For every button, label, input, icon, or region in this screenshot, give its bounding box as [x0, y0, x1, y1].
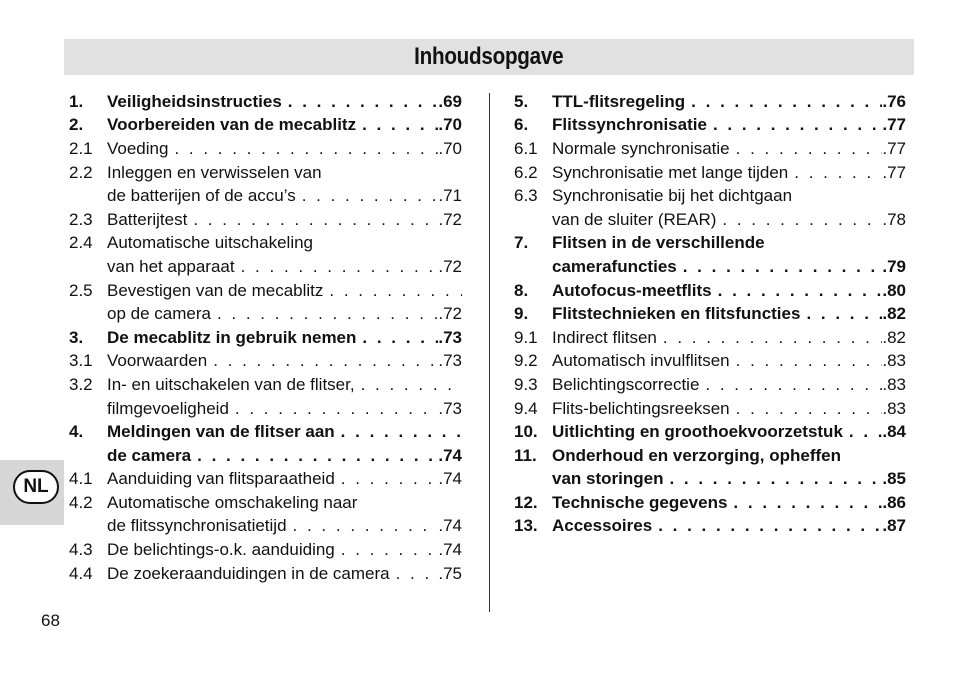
- toc-entry-title: Belichtingscorrectie: [552, 374, 700, 394]
- toc-entry-number: 9.2: [514, 351, 538, 371]
- toc-entry: [514, 279, 906, 303]
- toc-entry-page: .72: [438, 209, 462, 229]
- toc-entry: [69, 302, 462, 326]
- toc-entry-title: De mecablitz in gebruik nemen: [107, 327, 357, 347]
- toc-entry-number: 13.: [514, 516, 538, 536]
- toc-entry-page: .74: [438, 516, 462, 536]
- toc-leader-dots: [187, 210, 438, 230]
- toc-leader-dots: [168, 139, 438, 159]
- toc-entry-page: .73: [438, 351, 462, 371]
- toc-entry: [69, 562, 462, 586]
- toc-entry-page: .80: [882, 280, 906, 300]
- toc-entry-title: Synchronisatie met lange tijden: [552, 162, 789, 182]
- toc-entry-title: Voorwaarden: [107, 351, 208, 371]
- toc-leader-dots: [657, 328, 882, 348]
- toc-entry-title: Aanduiding van flitsparaatheid: [107, 469, 335, 489]
- toc-leader-dots: [323, 281, 462, 301]
- toc-entry-title: De belichtings-o.k. aanduiding: [107, 540, 335, 560]
- toc-entry-title: Synchronisatie bij het dichtgaan: [552, 186, 793, 206]
- toc-leader-dots: [229, 399, 438, 419]
- toc-entry-number: 3.2: [69, 374, 93, 394]
- toc-entry: [69, 255, 462, 279]
- toc-entry-number: 2.1: [69, 138, 93, 158]
- toc-leader-dots: [355, 375, 462, 395]
- toc-leader-dots: [730, 139, 883, 159]
- toc-entry-page: .78: [882, 209, 906, 229]
- toc-entry: [69, 137, 462, 161]
- toc-leader-dots: [730, 351, 883, 371]
- toc-leader-dots: [282, 92, 439, 112]
- toc-entry-page: .74: [438, 540, 462, 560]
- toc-entry-title: Uitlichting en groothoekvoorzetstuk: [552, 422, 843, 442]
- toc-entry: [514, 161, 906, 185]
- toc-entry-title: Accessoires: [552, 516, 653, 536]
- page-title: Inhoudsopgave: [414, 43, 564, 70]
- toc-entry-title: van storingen: [552, 469, 664, 489]
- toc-entry-number: 11.: [514, 445, 537, 465]
- toc-entry-title: De zoekeraanduidingen in de camera: [107, 563, 390, 583]
- toc-entry-number: 12.: [514, 492, 538, 512]
- toc-entry-number: 5.: [514, 91, 529, 111]
- toc-entry: [69, 208, 462, 232]
- toc-entry: [69, 491, 462, 515]
- toc-leader-dots: [677, 257, 883, 277]
- toc-entry-title: Normale synchronisatie: [552, 138, 730, 158]
- toc-entry-number: 6.: [514, 115, 529, 135]
- toc-entry: [69, 468, 462, 492]
- toc-entry-number: 9.4: [514, 398, 538, 418]
- toc-entry-title: In- en uitschakelen van de flitser,: [107, 374, 355, 394]
- toc-right-column: [514, 90, 906, 538]
- toc-entry-page: .72: [438, 304, 462, 324]
- toc-leader-dots: [727, 493, 882, 513]
- toc-entry: [69, 232, 462, 256]
- toc-entry: [514, 444, 906, 468]
- toc-leader-dots: [707, 115, 882, 135]
- toc-entry-page: .79: [882, 256, 906, 276]
- toc-leader-dots: [335, 540, 439, 560]
- toc-entry-number: 9.1: [514, 327, 538, 347]
- toc-leader-dots: [730, 399, 883, 419]
- toc-entry-page: .77: [882, 115, 906, 135]
- toc-entry-title: Flitstechnieken en flitsfuncties: [552, 304, 801, 324]
- toc-entry-page: .70: [438, 138, 462, 158]
- toc-left-column: [69, 90, 462, 585]
- toc-entry: [69, 350, 462, 374]
- toc-entry-title: Veiligheidsinstructies: [107, 91, 282, 111]
- toc-entry-title: Autofocus-meetflits: [552, 280, 712, 300]
- toc-entry-title: Automatische omschakeling naar: [107, 492, 358, 512]
- toc-entry-title: camerafuncties: [552, 256, 677, 276]
- toc-entry-page: .71: [438, 186, 462, 206]
- toc-leader-dots: [211, 304, 438, 324]
- toc-leader-dots: [685, 92, 882, 112]
- toc-entry-page: .82: [882, 304, 906, 324]
- toc-entry: [69, 420, 462, 444]
- column-divider: [489, 93, 490, 612]
- toc-entry-page: .69: [438, 91, 462, 111]
- toc-entry-number: 7.: [514, 233, 529, 253]
- toc-entry-page: .75: [438, 563, 462, 583]
- toc-entry: [69, 326, 462, 350]
- toc-entry-title: Batterijtest: [107, 209, 188, 229]
- toc-entry-page: .83: [882, 374, 906, 394]
- toc-entry-number: 9.3: [514, 374, 538, 394]
- toc-leader-dots: [652, 516, 882, 536]
- language-badge: NL: [13, 470, 59, 504]
- toc-entry-page: .76: [882, 91, 906, 111]
- toc-entry-number: 3.1: [69, 351, 93, 371]
- toc-entry-number: 6.1: [514, 138, 538, 158]
- toc-leader-dots: [191, 446, 438, 466]
- toc-entry-title: Inleggen en verwisselen van: [107, 162, 322, 182]
- toc-leader-dots: [800, 304, 882, 324]
- toc-entry-title: TTL-flitsregeling: [552, 91, 686, 111]
- toc-entry-number: 2.4: [69, 233, 93, 253]
- toc-leader-dots: [788, 163, 882, 183]
- toc-leader-dots: [335, 422, 462, 442]
- toc-entry: [514, 302, 906, 326]
- toc-entry-number: 10.: [514, 422, 538, 442]
- toc-entry-number: 6.3: [514, 186, 538, 206]
- toc-leader-dots: [356, 115, 438, 135]
- toc-entry: [69, 444, 462, 468]
- toc-entry: [69, 279, 462, 303]
- toc-entry-title: Automatisch invulflitsen: [552, 351, 730, 371]
- toc-entry-number: 4.2: [69, 492, 93, 512]
- toc-leader-dots: [843, 422, 882, 442]
- toc-leader-dots: [356, 328, 438, 348]
- toc-entry-number: 1.: [69, 91, 84, 111]
- toc-leader-dots: [390, 564, 439, 584]
- toc-entry-title: Flitsen in de verschillende: [552, 233, 765, 253]
- toc-entry: [69, 161, 462, 185]
- page-number: 68: [41, 611, 60, 630]
- toc-entry-number: 8.: [514, 280, 529, 300]
- toc-entry-number: 4.3: [69, 540, 93, 560]
- toc-entry-page: .70: [438, 115, 462, 135]
- toc-leader-dots: [287, 516, 439, 536]
- toc-entry-page: .85: [882, 469, 906, 489]
- toc-entry-number: 2.5: [69, 280, 93, 300]
- toc-leader-dots: [235, 257, 439, 277]
- toc-entry: [514, 232, 906, 256]
- toc-entry-title: Automatische uitschakeling: [107, 233, 314, 253]
- toc-entry-number: 2.: [69, 115, 84, 135]
- toc-entry: [514, 491, 906, 515]
- toc-leader-dots: [207, 351, 438, 371]
- toc-entry-title: Voorbereiden van de mecablitz: [107, 115, 357, 135]
- toc-entry-title: van het apparaat: [107, 256, 235, 276]
- toc-entry: [514, 350, 906, 374]
- toc-entry-number: 6.2: [514, 162, 538, 182]
- toc-entry: [514, 515, 906, 539]
- toc-entry: [514, 208, 906, 232]
- toc-entry: [69, 114, 462, 138]
- toc-entry: [69, 90, 462, 114]
- toc-entry-title: Onderhoud en verzorging, opheffen: [552, 445, 841, 465]
- toc-entry-page: .82: [882, 327, 906, 347]
- toc-entry-page: .77: [882, 162, 906, 182]
- toc-entry-title: Meldingen van de flitser aan: [107, 422, 335, 442]
- toc-entry-title: Flits-belichtingsreeksen: [552, 398, 730, 418]
- toc-leader-dots: [296, 186, 439, 206]
- toc-entry-title: Technische gegevens: [552, 492, 728, 512]
- toc-entry-number: 4.1: [69, 469, 93, 489]
- toc-entry-title: Flitssynchronisatie: [552, 115, 707, 135]
- toc-entry-number: 4.4: [69, 563, 93, 583]
- toc-entry: [69, 184, 462, 208]
- toc-leader-dots: [716, 210, 882, 230]
- toc-entry-page: .73: [438, 398, 462, 418]
- toc-entry: [514, 420, 906, 444]
- toc-entry-number: 4.: [69, 422, 84, 442]
- toc-entry-title: filmgevoeligheid: [107, 398, 229, 418]
- toc-entry: [514, 373, 906, 397]
- toc-entry: [69, 397, 462, 421]
- toc-entry: [514, 137, 906, 161]
- toc-entry-page: .83: [882, 351, 906, 371]
- toc-entry-title: de flitssynchronisatietijd: [107, 516, 287, 536]
- title-bar: [64, 39, 914, 75]
- toc-entry-title: Indirect flitsen: [552, 327, 657, 347]
- toc-entry-title: op de camera: [107, 304, 211, 324]
- toc-entry: [514, 468, 906, 492]
- toc-entry: [514, 326, 906, 350]
- toc-entry-number: 2.2: [69, 162, 93, 182]
- toc-entry-title: van de sluiter (REAR): [552, 209, 717, 229]
- toc-entry: [514, 397, 906, 421]
- toc-leader-dots: [663, 469, 882, 489]
- toc-entry-title: de batterijen of de accu’s: [107, 186, 296, 206]
- toc-entry: [69, 515, 462, 539]
- toc-entry-number: 2.3: [69, 209, 93, 229]
- toc-entry-page: .77: [882, 138, 906, 158]
- toc-entry-title: Bevestigen van de mecablitz: [107, 280, 324, 300]
- toc-entry-page: .84: [882, 422, 906, 442]
- toc-entry-title: Voeding: [107, 138, 169, 158]
- toc-leader-dots: [699, 375, 882, 395]
- toc-entry-page: .74: [438, 469, 462, 489]
- toc-entry: [69, 373, 462, 397]
- toc-entry-page: .74: [438, 445, 462, 465]
- toc-entry-page: .72: [438, 256, 462, 276]
- toc-entry-number: 3.: [69, 327, 84, 347]
- toc-entry: [514, 184, 906, 208]
- toc-entry: [514, 255, 906, 279]
- toc-entry-page: .73: [438, 327, 462, 347]
- toc-leader-dots: [712, 281, 883, 301]
- toc-entry-title: de camera: [107, 445, 192, 465]
- toc-entry-page: .87: [882, 516, 906, 536]
- toc-entry: [514, 114, 906, 138]
- toc-entry-page: .83: [882, 398, 906, 418]
- toc-entry: [514, 90, 906, 114]
- toc-entry: [69, 538, 462, 562]
- toc-entry-number: 9.: [514, 304, 529, 324]
- toc-leader-dots: [335, 469, 439, 489]
- toc-entry-page: .86: [882, 492, 906, 512]
